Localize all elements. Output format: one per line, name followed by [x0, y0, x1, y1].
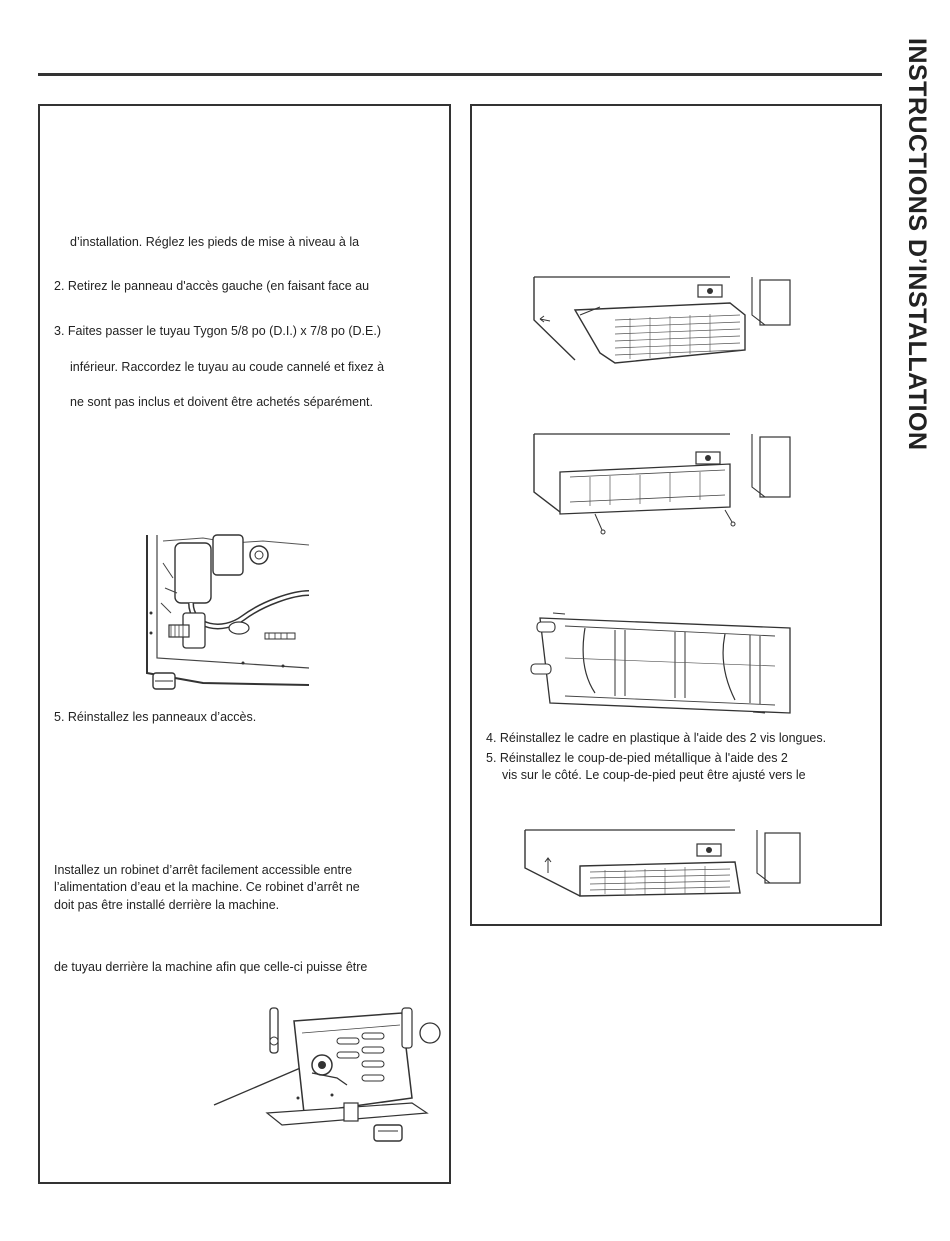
left-text-line-4: inférieur. Raccordez le tuyau au coude cannelé et fixez à — [70, 360, 385, 374]
left-text-line-7: Installez un robinet d’arrêt facilement accessible entre — [54, 863, 353, 877]
side-title-text: INSTRUCTIONS D’INSTALLATION — [903, 38, 931, 451]
right-text-line-3: vis sur le côté. Le coup-de-pied peut être ajusté vers le — [502, 768, 806, 782]
shutoff-valve-figure — [212, 1003, 442, 1148]
left-text-line-1: d’installation. Réglez les pieds de mise à niveau à la — [70, 235, 360, 249]
frame-screws-figure — [520, 432, 800, 537]
header-rule — [38, 73, 882, 76]
plastic-frame-figure — [525, 608, 805, 723]
left-text-line-9: doit pas être installé derrière la machine. — [54, 898, 280, 912]
left-text-line-10: de tuyau derrière la machine afin que celle-ci puisse être — [54, 960, 368, 974]
right-text-line-2: 5. Réinstallez le coup-de-pied métallique à l'aide des 2 — [486, 751, 788, 765]
left-text-line-3: 3. Faites passer le tuyau Tygon 5/8 po (D.I.) x 7/8 po (D.E.) — [54, 324, 382, 338]
section-side-title — [902, 38, 942, 558]
left-text-line-6: 5. Réinstallez les panneaux d’accès. — [54, 710, 257, 724]
left-text-line-5: ne sont pas inclus et doivent être achetés séparément. — [70, 395, 373, 409]
left-text-line-8: l’alimentation d’eau et la machine. Ce robinet d’arrêt ne — [54, 880, 360, 894]
right-text-line-1: 4. Réinstallez le cadre en plastique à l'aide des 2 vis longues. — [486, 731, 827, 745]
drain-hose-figure — [143, 533, 311, 693]
left-text-line-2: 2. Retirez le panneau d'accès gauche (en faisant face au — [54, 279, 370, 293]
kickplate-installed-figure — [520, 828, 810, 908]
kickplate-removal-figure — [520, 275, 800, 370]
